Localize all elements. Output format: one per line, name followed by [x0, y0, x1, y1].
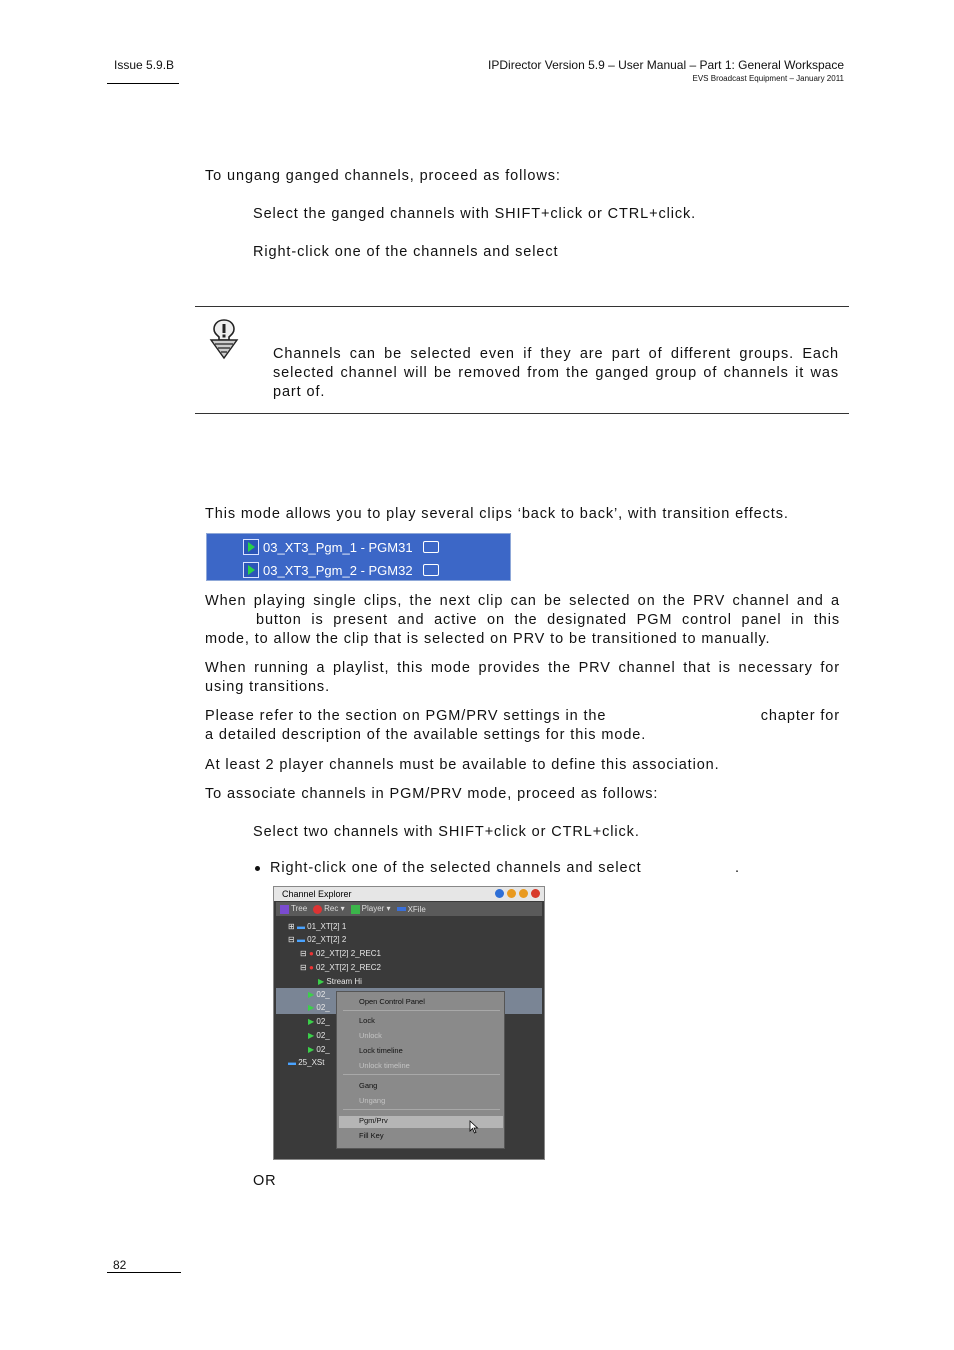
help-icon[interactable] — [495, 889, 504, 898]
channel-explorer-window — [273, 886, 545, 1160]
player-filter-button[interactable]: Player ▾ — [351, 904, 391, 913]
pgmprv-intro: This mode allows you to play several clips ‘back to back’, with transition effects. — [205, 506, 789, 522]
player-icon: ▶ — [308, 1031, 315, 1040]
menu-lock-timeline[interactable]: Lock timeline — [359, 1046, 403, 1055]
footer-rule — [107, 1272, 181, 1273]
tree-item[interactable]: ▶ 02_ — [308, 990, 330, 999]
prv-channel-row[interactable] — [243, 560, 439, 580]
or-label: OR — [253, 1173, 277, 1189]
close-icon[interactable] — [531, 889, 540, 898]
menu-open-control-panel[interactable]: Open Control Panel — [359, 997, 425, 1006]
ungang-step-1: Select the ganged channels with SHIFT+click or CTRL+click. — [253, 206, 697, 222]
pgm-channel-row[interactable] — [243, 537, 439, 557]
server-icon: ▬ — [296, 935, 305, 944]
pgmprv-para-1: When playing single clips, the next clip can be selected on the PRV channel and a button is present and active on the designated PGM control panel in this mode, to allow the clip that is selected on PRV to be transitioned to manually. — [205, 593, 840, 647]
menu-unlock[interactable]: Unlock — [359, 1031, 382, 1040]
player-icon — [351, 905, 360, 914]
note-text: Channels can be selected even if they are part of different groups. Each selected channel will be removed from the ganged group of channels it was part of. — [273, 346, 839, 400]
player-icon — [243, 562, 259, 578]
note-icon — [207, 318, 241, 360]
ungang-intro: To ungang ganged channels, proceed as follows: — [205, 168, 561, 184]
rec-filter-button[interactable]: Rec ▾ — [313, 904, 344, 913]
record-icon: ● — [308, 963, 314, 972]
tree-item[interactable]: ⊟ ▬ 02_XT[2] 2 — [288, 935, 347, 944]
stream-icon: ▶ — [318, 977, 325, 986]
xfile-filter-button[interactable]: XFile — [397, 905, 426, 914]
issue-label: Issue 5.9.B — [114, 58, 175, 72]
bullet — [255, 866, 260, 871]
channel-name: 03_XT3_Pgm_2 - PGM32 — [263, 562, 413, 578]
server-icon: ▬ — [296, 922, 305, 931]
pgm-channel-strip — [206, 533, 511, 581]
menu-separator — [343, 1074, 500, 1075]
player-icon: ▶ — [308, 990, 315, 999]
window-controls — [495, 889, 540, 898]
xfile-icon: ▬ — [288, 1058, 296, 1067]
restore-icon[interactable] — [519, 889, 528, 898]
record-icon: ● — [308, 949, 314, 958]
menu-fill-key[interactable]: Fill Key — [359, 1131, 384, 1140]
pgm-badge-icon — [423, 541, 439, 553]
channel-explorer-title: Channel Explorer — [274, 887, 544, 901]
xfile-icon — [397, 907, 406, 911]
pgmprv-para-5: To associate channels in PGM/PRV mode, proceed as follows: — [205, 786, 659, 802]
player-icon — [243, 539, 259, 555]
player-icon: ▶ — [308, 1045, 315, 1054]
pgmprv-para-2: When running a playlist, this mode provides the PRV channel that is necessary for using transitions. — [205, 660, 840, 695]
tree-item[interactable]: ▶ 02_ — [308, 1045, 330, 1054]
menu-lock[interactable]: Lock — [359, 1016, 375, 1025]
tree-item[interactable]: ▶ 02_ — [308, 1017, 330, 1026]
menu-ungang[interactable]: Ungang — [359, 1096, 386, 1105]
tree-item[interactable]: ▬ 25_XSt — [288, 1058, 325, 1067]
mouse-cursor-icon — [469, 1120, 479, 1134]
manual-title: IPDirector Version 5.9 – User Manual – Part 1: General Workspace — [488, 58, 844, 72]
pgmprv-para-4: At least 2 player channels must be available to define this association. — [205, 757, 720, 773]
channel-explorer-toolbar — [276, 902, 542, 916]
pgmprv-para-3: Please refer to the section on PGM/PRV settings in the chapter for a detailed description of the available settings for this mode. — [205, 708, 840, 743]
player-icon: ▶ — [308, 1003, 315, 1012]
pgmprv-step-2: Right-click one of the selected channels and select — [255, 859, 642, 878]
tree-item[interactable]: ▶ 02_ — [308, 1031, 330, 1040]
manual-subtitle: EVS Broadcast Equipment – January 2011 — [692, 74, 844, 83]
menu-separator — [343, 1010, 500, 1011]
minimize-icon[interactable] — [507, 889, 516, 898]
tree-item[interactable]: ⊞ ▬ 01_XT[2] 1 — [288, 922, 347, 931]
prv-badge-icon — [423, 564, 439, 576]
tree-icon — [280, 905, 289, 914]
menu-separator — [343, 1109, 500, 1110]
context-menu — [336, 991, 505, 1149]
tree-item[interactable]: ⊟ ● 02_XT[2] 2_REC2 — [300, 963, 381, 972]
ungang-step-2: Right-click one of the channels and select — [253, 244, 559, 260]
menu-unlock-timeline[interactable]: Unlock timeline — [359, 1061, 410, 1070]
running-header — [488, 58, 844, 83]
tree-item[interactable]: ▶ 02_ — [308, 1003, 330, 1012]
page-number: 82 — [113, 1258, 127, 1272]
tree-item[interactable]: ▶ Stream Hi — [318, 977, 362, 986]
channel-name: 03_XT3_Pgm_1 - PGM31 — [263, 539, 413, 555]
pgmprv-step-1: Select two channels with SHIFT+click or CTRL+click. — [253, 824, 640, 840]
pgmprv-step-2-end: . — [735, 860, 740, 876]
record-icon — [313, 905, 322, 914]
menu-gang[interactable]: Gang — [359, 1081, 378, 1090]
player-icon: ▶ — [308, 1017, 315, 1026]
menu-pgm-prv[interactable]: Pgm/Prv — [359, 1116, 388, 1125]
tree-item[interactable]: ⊟ ● 02_XT[2] 2_REC1 — [300, 949, 381, 958]
header-rule — [107, 83, 179, 84]
tree-view-button[interactable]: Tree — [280, 904, 307, 913]
